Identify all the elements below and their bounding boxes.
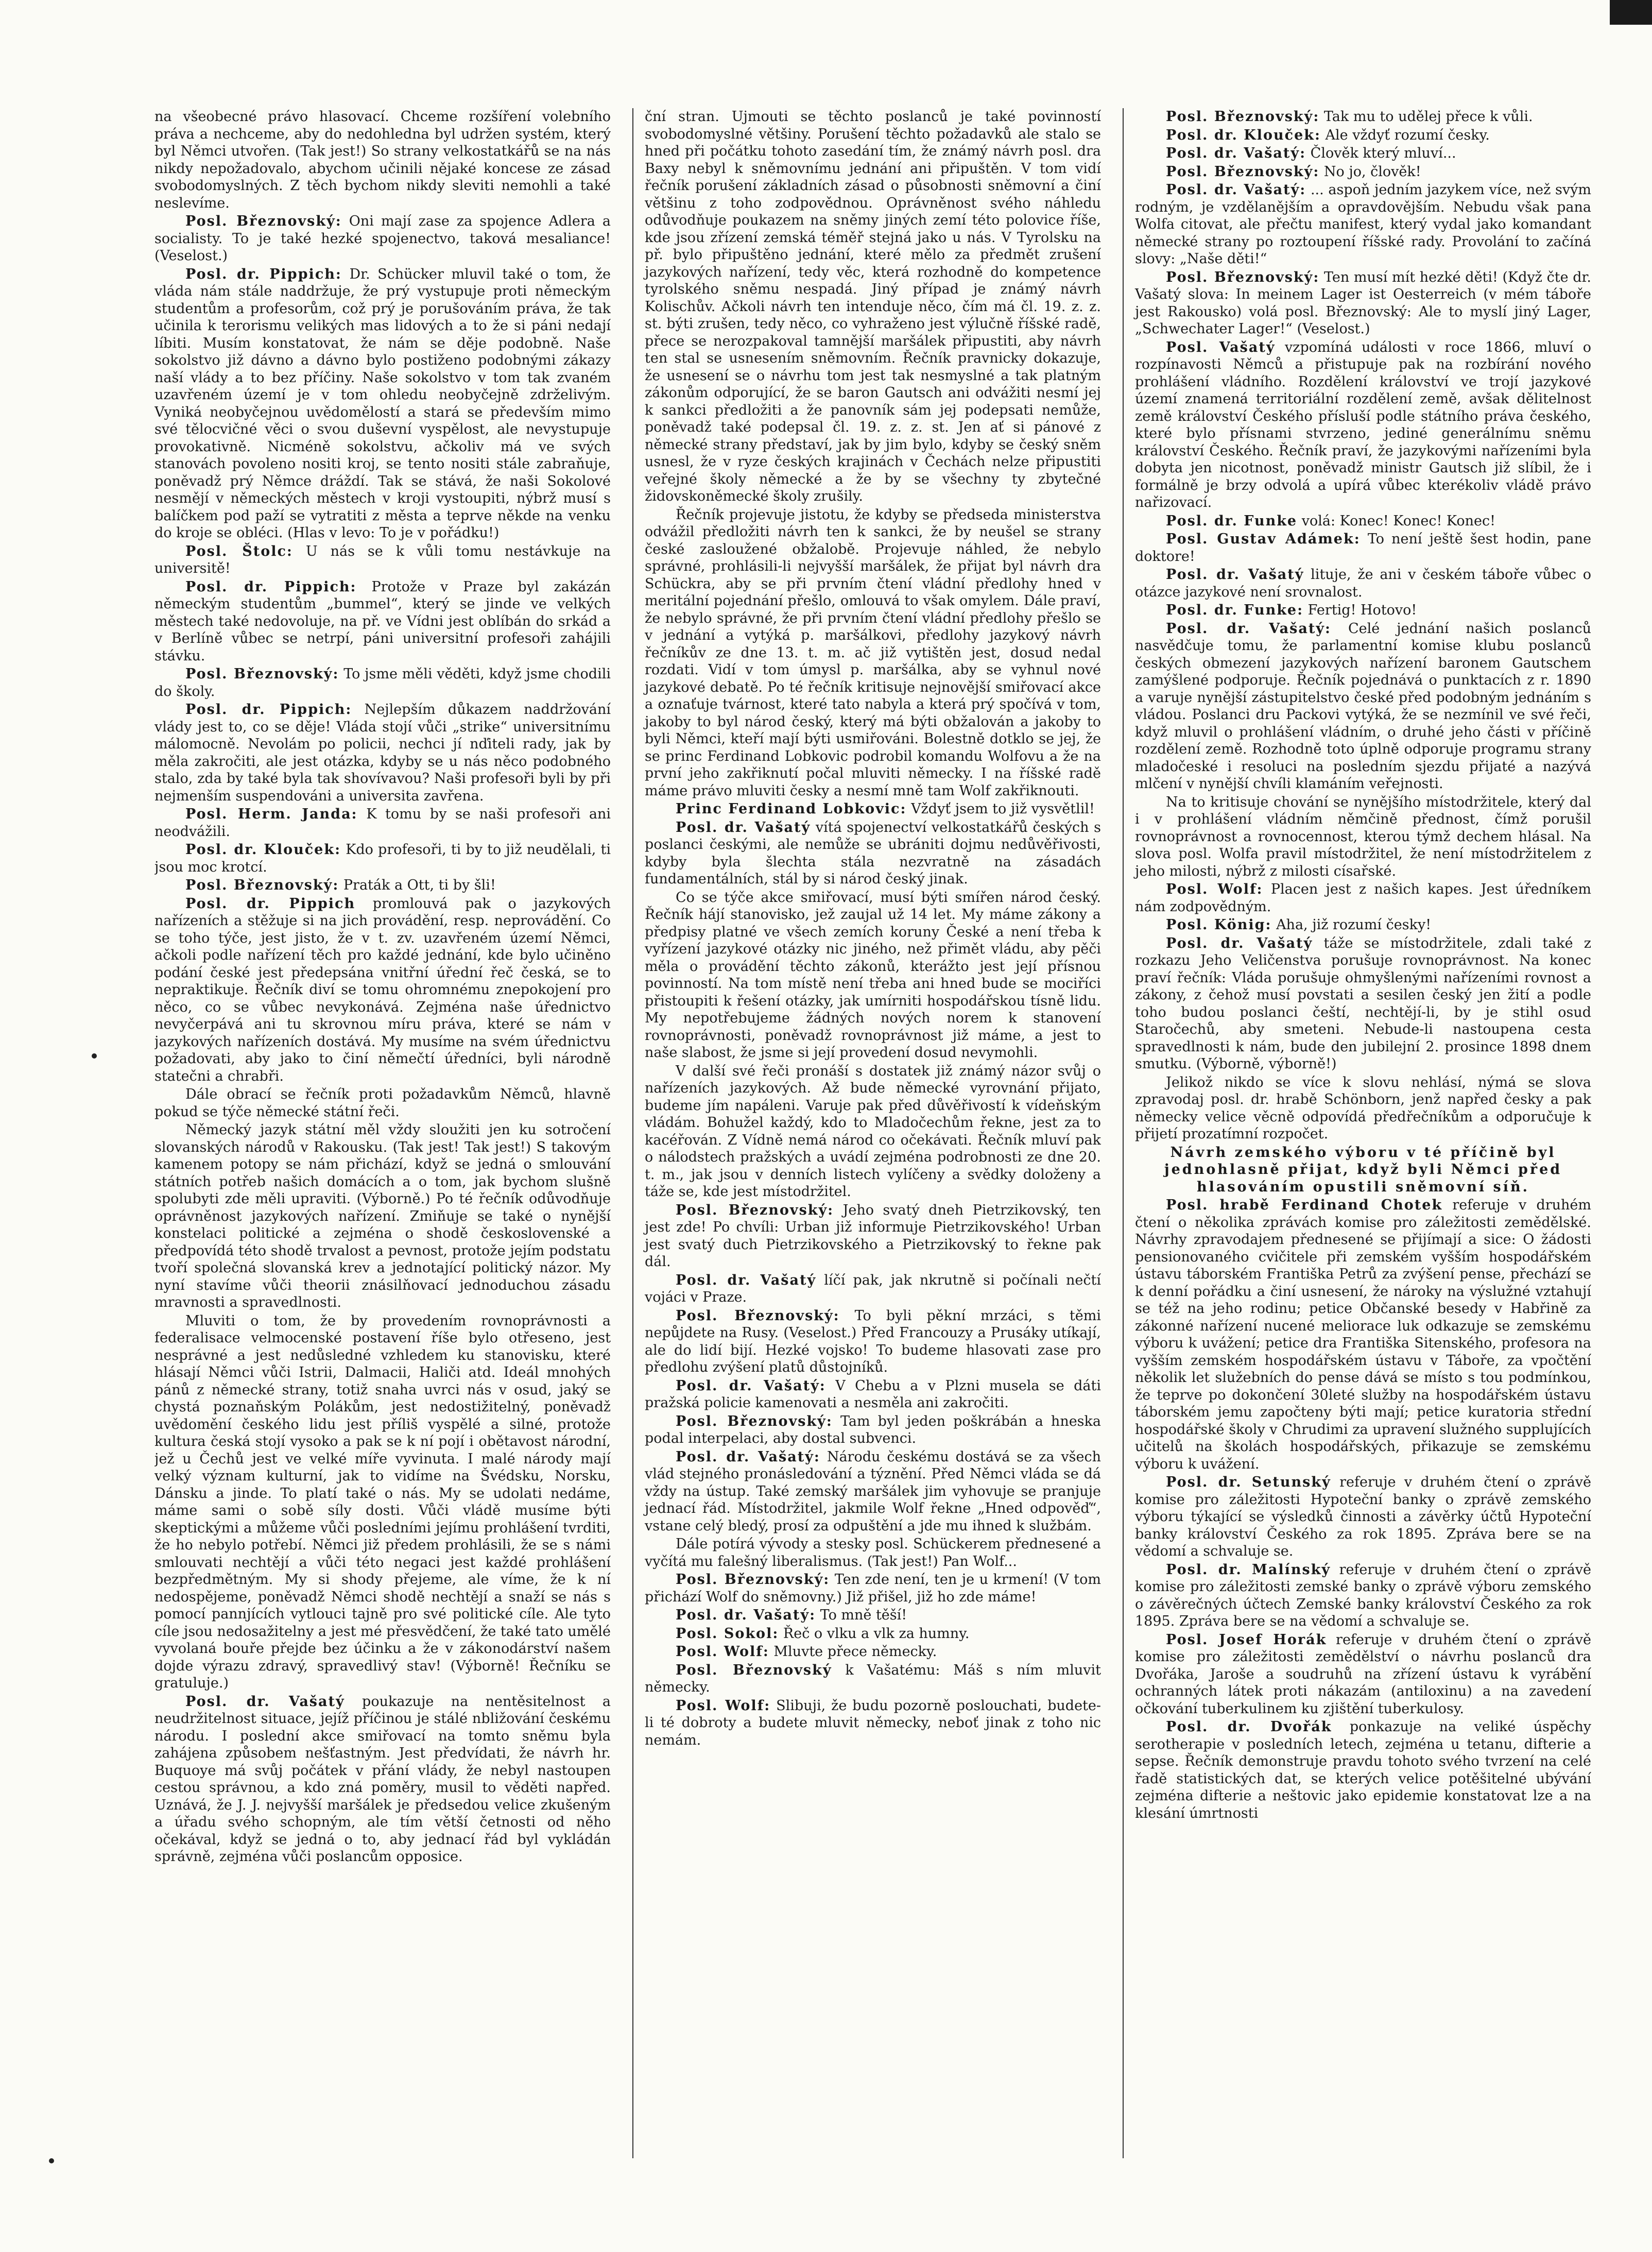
paragraph: Jelikož nikdo se více k slovu nehlásí, nýmá se slova zpravodaj posl. dr. hrabě Schönborn, jenž napřed česky a pak německy velice věcně odpovídá předřečníkům a odporučuje k přijetí prozatímní rozpočet. <box>1135 1074 1591 1142</box>
speech-paragraph <box>154 806 611 840</box>
speech-paragraph <box>645 1448 1101 1535</box>
speech-paragraph <box>645 1377 1101 1412</box>
speaker-name: Posl. dr. Pippich: <box>185 702 352 718</box>
speech-paragraph <box>1135 566 1591 601</box>
speech-paragraph <box>154 841 611 876</box>
speaker-name: Posl. Březnovský: <box>185 213 342 229</box>
speech-paragraph <box>1135 935 1591 1073</box>
speech-text: Protože v Praze byl zakázán německým studentům „bummel“, který se jinde ve velkých městech také nedovoluje, na př. ve Vídni jest oblíbán do srkád a v Berlíně vůbec se netrpí, páni universitní profesoři zahájili stávku. <box>154 578 611 664</box>
speech-paragraph <box>154 877 611 894</box>
speech-paragraph <box>1135 602 1591 619</box>
speech-text: vítá spojenectví velkostatkářů českých s poslanci českými, ale nemůže se ubrániti dojmu nedůvěřivosti, kdyby byla šlechta stála nezvratně na zásadách fundamentálních, stál by si národ český jinak. <box>645 819 1101 887</box>
speaker-name: Posl. dr. Malínský <box>1166 1561 1331 1578</box>
speech-paragraph <box>645 1625 1101 1643</box>
speech-text: referuje v druhém čtení o zprávě komise pro záležitosti zemské banky o zprávě výboru zemského o závěrečných účtech Zemské banky království Českého za rok 1895. Zpráva bere se na vědomí a schvaluje se. <box>1135 1561 1591 1629</box>
speaker-name: Posl. Březnovský: <box>676 1307 840 1324</box>
speech-paragraph <box>154 578 611 665</box>
speech-paragraph <box>645 1697 1101 1749</box>
speaker-name: Posl. dr. Vašatý: <box>1166 145 1306 161</box>
speech-text: Praták a Ott, ti by šli! <box>343 877 496 893</box>
speech-paragraph <box>154 1693 611 1866</box>
speech-paragraph <box>645 1413 1101 1447</box>
speech-text: poukazuje na nentěsitelnost a neudržitelnost situace, jejíž příčinou je stálé nbližování českému národu. I poslední akce smiřovací na tomto sněmu byla zahájena způsobem nešťastným. Jest předvídati, že návrh hr. Buquoye má svůj počátek v přání vlády, že nebyl nastoupen cestou správnou, a kdo zná poměry, musil to věděti napřed. Uznává, že J. J. nejvyšší maršálek je předsedou velice zkušeným a úřadu svého schopným, ale tím větší četnosti od něho očekával, když se jedná o to, aby jednací řád byl vykládán správně, zejména vůči poslancům opposice. <box>154 1693 611 1865</box>
speech-paragraph <box>1135 881 1591 915</box>
speaker-name: Posl. dr. Setunský <box>1166 1474 1331 1490</box>
speech-text: Ten zde není, ten je u krmení! (V tom přichází Wolf do sněmovny.) Již přišel, již ho zde máme! <box>645 1572 1101 1605</box>
speaker-name: Posl. Gustav Adámek: <box>1166 531 1361 547</box>
speaker-name: Posl. dr. Vašatý <box>676 819 811 835</box>
resolution-notice: Návrh zemského výboru v té příčině byl jednohlasně přijat, když byli Němci před hlasováním opustili sněmovní síň. <box>1164 1144 1562 1195</box>
paragraph: Dále potírá vývody a stesky posl. Schückerem přednesené a vyčítá mu falešný liberalismus. (Tak jest!) Pan Wolf... <box>645 1536 1101 1569</box>
speech-text: Vždyť jsem to již vysvětlil! <box>911 801 1095 817</box>
speech-paragraph <box>1135 1197 1591 1473</box>
paragraph: Co se týče akce smiřovací, musí býti smířen národ český. Řečník hájí stanovisko, jež zaujal už 14 let. My máme zákony a předpisy platné ve všech zemích koruny České a není třeba k vyřízení jazykové otázky nic jiného, než přimět vládu, aby pěči měla o provádění těchto zákonů, kterážto jest její přísnou povinností. Na tom místě není třeba ani hned bude se mociříci přistoupiti k řešení otázky, jak umírniti hospodářskou tísně lidu. My nepotřebujeme žádných nových norem k stanovení rovnoprávnosti, poněvadž rovnoprávnost již máme, a jest to naše slabost, že jsme si její provedení dosud nevymohli. <box>645 889 1101 1061</box>
speech-paragraph <box>1135 339 1591 511</box>
speech-paragraph <box>1135 108 1591 126</box>
speaker-name: Posl. dr. Vašatý <box>676 1272 817 1288</box>
speech-text: Tam byl jeden poškrábán a hneska podal interpelaci, aby dostal subvenci. <box>645 1413 1101 1446</box>
speech-paragraph <box>645 1202 1101 1271</box>
speaker-name: Posl. dr. Vašatý <box>185 1693 345 1710</box>
speaker-name: Posl. Sokol: <box>676 1625 779 1642</box>
speech-paragraph <box>1135 163 1591 181</box>
speech-paragraph <box>645 1307 1101 1376</box>
speaker-name: Posl. Březnovský: <box>676 1572 830 1588</box>
paragraph: Řečník projevuje jistotu, že kdyby se předseda ministerstva odvážil předložiti návrh ten k sankci, že by neušel se strany české zasloužené obžalobě. Projevuje náhled, že nebylo správné, prohlásili-li nejvyšší maršálek, že přijat byl návrh dra Schückra, aby se při prvním čtení vládní předlohy hned v meritální pojednání přešlo, omlouvá to však omylem. Dále praví, že nebylo správné, že při prvním čtení vládní předlohy přešlo se v jednání a vytýká p. maršálkovi, předlohy jazykový návrh řečníkův ze dne 13. t. m. ač již vytištěn jest, dosud nedal rozdati. Vidí v tom úmysl p. maršálka, aby se vyhnul nové jazykové debatě. Po té řečník kritisuje nejnovější smiřovací akce a oznaťuje tvárnost, které tato nabyla a která prý spočívá v tom, jakoby to byl národ český, který má býti obžalován a jakoby to byli Němci, kteří mají býti usmiřováni. Bolestně dotklo se jej, že se princ Ferdinand Lobkovic podrobil komandu Wolfovu a že na první jeho zakřiknutí počal mluviti německy. I na říšské radě máme právo mluviti česky a nesmí mně tam Wolf zakřiknouti. <box>645 506 1101 799</box>
speech-paragraph <box>1135 1631 1591 1718</box>
speaker-name: Posl. Wolf: <box>676 1697 771 1714</box>
speech-text: V Chebu a v Plzni musela se dáti pražská policie kamenovati a nesměla ani zakročiti. <box>645 1377 1101 1411</box>
speaker-name: Posl. Wolf: <box>676 1644 769 1660</box>
speech-text: U nás se k vůli tomu nestávkuje na universitě! <box>154 543 611 576</box>
speaker-name: Posl. Březnovský: <box>676 1202 834 1218</box>
speaker-name: Posl. dr. Vašatý: <box>676 1448 820 1465</box>
speech-text: To mně těší! <box>820 1607 907 1623</box>
speech-paragraph <box>154 266 611 542</box>
speaker-name: Posl. Herm. Janda: <box>185 806 358 822</box>
text-column-2 <box>632 108 1101 2158</box>
speech-text: No jo, člověk! <box>1323 163 1421 180</box>
paragraph: Na to kritisuje chování se nynějšího místodržitele, který dal i v prohlášení vládním němčině přednost, čímž porušil rovnoprávnost a rovnocennost, kterou týmž dechem hlásal. Na slova posl. Wolfa pravil místodržitel, že není místodržitelem z jeho milosti, nýbrž z milosti císařské. <box>1135 794 1591 879</box>
continued-paragraph: na všeobecné právo hlasovací. Chceme rozšíření volebního práva a nechceme, aby do nedohledna byl udržen systém, který byl Němci utvořen. (Tak jest!) So strany velkostatkářů se na nás nikdy nepožadovalo, abychom učinili nějaké koncese ze zásad svobodomyslných. Z těch bychom nikdy sleviti nemohli a také neslevíme. <box>154 109 611 211</box>
speech-paragraph <box>1135 1561 1591 1630</box>
speaker-name: Posl. Březnovský: <box>1166 163 1320 180</box>
speech-text: Ale vždyť rozumí česky. <box>1325 127 1490 143</box>
speaker-name: Posl. dr. Funke <box>1166 513 1298 529</box>
speaker-name: Posl. hrabě Ferdinand Chotek <box>1166 1197 1443 1213</box>
speech-text: Národu českému dostává se za všech vlád stejného pronásledování a týznění. Před Němci vláda se dá vždy na ústup. Také zemský maršálek jim vyhovuje se pranjuje jednací řád. Místodržitel, jakmile Wolf řekne „Hned odpověď“, vstane celý bledý, prosí za odpuštění a jde mu ihned k službám. <box>645 1448 1101 1534</box>
speaker-name: Posl. König: <box>1166 917 1272 933</box>
speech-text: Tak mu to udělej přece k vůli. <box>1323 109 1533 125</box>
speech-text: ponkazuje na veliké úspěchy serotherapie v posledních letech, zejména u tetanu, difterie a sepse. Řečník demonstruje pravdu tohoto svého tvrzení na celé řadě statistických dat, se kterých velice potěšitelné ubývání zejména difterie a neštovic jako epidemie konstatovat lze a na klesání úmrtnosti <box>1135 1719 1591 1821</box>
speech-text: Placen jest z našich kapes. Jest úředníkem nám zodpovědným. <box>1135 881 1591 915</box>
paragraph: Mluviti o tom, že by provedením rovnoprávnosti a federalisace velmocenské postavení říše bylo otřeseno, jest nesprávné a jest nedůsledné vzhledem ku stanovisku, které hlásají Němci vůči Istrii, Dalmacii, Haliči atd. Ideál mnohých pánů z německé strany, totiž snaha uvrci nás v osud, jaký se chystá poznaňským Polákům, jest nedostižitelný, poněvadž uvědomění českého lidu jest příliš vyspělé a silné, protože kultura česká stojí vysoko a pak se k ní pojí i obětavost národní, jež u Čechů jest ve velké míře vyvinuta. I malé národy mají velký význam kulturní, jak to vidíme na Švédsku, Norsku, Dánsku a jinde. To platí také o nás. My se udolati nedáme, máme sami o sobě síly dosti. Vůči vládě musíme býti skeptickými a můžeme vůči posledními jejímu prohlášení tvrditi, že ho nebylo potřebí. Němci již předem prohlásili, že se s námi smlouvati nechtějí a vůči této negaci jest každé prohlášení bezpředmětným. My si shody přejeme, ale víme, že k ní nedospějeme, poněvadž Němci shodě nechtějí a snaží se nás s pomocí pannjících vytlouci tajně pro své politické cíle. Ale tyto cíle jsou nedosažitelny a jest mé přesvědčení, že také tato umělé vyvolaná bouře přejde bez účinku a že v zákonodárství našem dojde výrazu zdravý, spravedlivý stav! (Výborně! Řečníku se gratuluje.) <box>154 1312 611 1691</box>
speech-text: Nejlepším důkazem naddržování vlády jest to, co se děje! Vláda stojí vůči „strike“ universitnímu málomocně. Nevolám po policii, nechci jí nďiteli rady, jak by měla zakročiti, ale jest otázka, kdyby se u nás něco podobného stalo, zda by také byla tak shovívavou? Naši profesoři byli by při nejmenším suspendováni a universita zavřena. <box>154 702 611 804</box>
speaker-name: Posl. dr. Pippich: <box>185 578 357 595</box>
speaker-name: Posl. dr. Pippich: <box>185 266 342 282</box>
speech-paragraph <box>645 800 1101 818</box>
scan-speck <box>92 1053 97 1059</box>
speech-paragraph <box>1135 1718 1591 1822</box>
speech-text: Fertig! Hotovo! <box>1307 602 1417 618</box>
speaker-name: Posl. Březnovský: <box>185 877 339 893</box>
speech-paragraph <box>1135 269 1591 338</box>
speech-text: Oni mají zase za spojence Adlera a socialisty. To je také hezké spojenectvo, taková mesaliance! (Veselost.) <box>154 213 611 264</box>
speech-text: k Vašatému: Máš s ním mluvit německy. <box>645 1662 1101 1695</box>
speaker-name: Posl. dr. Klouček: <box>1166 127 1321 143</box>
speaker-name: Princ Ferdinand Lobkovic: <box>676 801 907 817</box>
speech-text: To není ještě šest hodin, pane doktore! <box>1135 531 1591 565</box>
speech-text: Člověk který mluví... <box>1310 145 1456 161</box>
speech-text: Ten musí mít hezké děti! (Když čte dr. Vašatý slova: In meinem Lager ist Oesterreich (v mém táboře jest Rakousko) volá posl. Březnovský: Ale to myslí jiný Lager, „Schwechater Lager!“ (Veselost.) <box>1135 269 1591 337</box>
speech-paragraph <box>645 1643 1101 1661</box>
speech-paragraph <box>154 543 611 577</box>
speaker-name: Posl. dr. Vašatý: <box>1166 182 1306 198</box>
speech-paragraph <box>1135 513 1591 530</box>
continued-paragraph: ční stran. Ujmouti se těchto poslanců je také povinností svobodomyslné většiny. Porušení těchto požadavků ale stalo se hned při počátku tohoto zasedání tím, že známý návrh posl. dra Baxy nebyl k sněmovnímu jednání ani připuštěn. V tom vidí řečník porušení základních zásad o působnosti sněmovní a činí většinu z toho zodpovědnou. Oprávněnost svého náhledu odůvodňuje poukazem na sněmy jiných zemí této polovice říše, kde jsou zřízení zemská téměř stejná jako u nás. V Tyrolsku na př. bylo připuštěno jednání, které mělo za předmět zrušení jazykových nařízení, tedy věc, která rozhodně do kompetence tyrolského sněmu nespadá. Jiný případ je známý návrh Kolischův. Ačkoli návrh ten intenduje něco, čím má čl. 19. z. z. st. býti zrušen, tedy něco, co vyhraženo jest výlučně říšské radě, přece se nerozpakoval tamnější maršálek připustiti, aby návrh ten stal se usnesením sněmovním. Řečník pravnicky dokazuje, že usnesení se o návrhu tom jest tak nesmyslné a tak platným zákonům odporující, že se baron Gautsch ani odvážiti nesmí jej k sankci předložiti a že panovník sám jej podepsati nemůže, poněvadž také podepsal čl. 19. z. z. st. Jen ať si pánové z německé strany představí, jak by jim bylo, kdyby se český sněm usnesl, že v ryze českých krajinách v Čechách nelze připustiti veřejné školy německé a že by se všechny ty zbytečné židovskoněmecké školy zrušily. <box>645 109 1101 504</box>
speaker-name: Posl. Josef Horák <box>1166 1631 1327 1648</box>
speech-paragraph <box>645 1607 1101 1624</box>
speaker-name: Posl. Březnovský: <box>676 1413 833 1429</box>
speech-text: líčí pak, jak nkrutně si počínali nečtí vojáci v Praze. <box>645 1272 1101 1305</box>
speech-text: Jeho svatý dneh Pietrzikovský, ten jest zde! Po chvíli: Urban již informuje Pietrzikovského! Urban jest svatý duch Pietrzikovského a Pietrzikovský to řekne pak dál. <box>645 1202 1101 1270</box>
speech-paragraph <box>154 701 611 805</box>
speech-paragraph <box>1135 916 1591 934</box>
speech-text: Dr. Schücker mluvil také o tom, že vláda nám stále naddržuje, že prý vystupuje proti německým studentům a profesorům, což prý je porušováním práva, že tak učinila k terorismu velikých mas lidových a to že si páni nedají líbiti. Musím konstatovat, že nám se děje podobně. Naše sokolstvo již dávno a dávno bylo postiženo podobnými zákazy naší vlády a to bez příčiny. Naše sokolstvo v tom tak zvaném uzavřeném území je v tom ohledu neobyčejně zdrželivým. Vyniká neobyčejnou uvědomělostí a stará se především mimo své tělocvičné věci o svou duševní vyspělost, ale nevystupuje provokativně. Nicméně sokolstvu, ačkoliv má ve svých stanovách povoleno nositi kroj, se tento nositi stále zabraňuje, poněvadž prý Němce dráždí. Tak se stává, že naši Sokolové nesmějí v německých městech v kroji vystoupiti, nýbrž musí s balíčkem pod paží se vytratiti z města a teprve někde na venku do kroje se obléci. (Hlas v levo: To je v pořádku!) <box>154 266 611 541</box>
speaker-name: Posl. Štolc: <box>185 543 293 559</box>
speech-text: referuje v druhém čtení o zprávě komise pro záležitosti zemědělství o návrhu poslanců dra Dvořáka, Jaroše a soudruhů na zřízení ústavu k vyrábění ochranných látek proti nákazám (antiloxinu) a na zavedení očkování tuberkulinem ku zjištění tuberkulosy. <box>1135 1631 1591 1717</box>
speech-text: lituje, že ani v českém táboře vůbec o otázce jazykové není srovnalost. <box>1135 567 1591 600</box>
scan-speck <box>49 2158 54 2163</box>
paragraph: Dále obrací se řečník proti požadavkům Němců, hlavně pokud se týče německé státní řeči. <box>154 1086 611 1120</box>
speech-paragraph <box>645 819 1101 888</box>
speech-text: referuje v druhém čtení o zprávě komise pro záležitosti Hypoteční banky o zprávě zemského výboru týkající se výsledků činnosti a závěrky účtů Hypoteční banky království Českého za rok 1895. Zpráva bere se na vědomí a schvaluje se. <box>1135 1474 1591 1559</box>
speaker-name: Posl. dr. Vašatý <box>1166 567 1304 583</box>
speech-paragraph <box>1135 145 1591 162</box>
speaker-name: Posl. dr. Vašatý <box>1166 935 1313 951</box>
speaker-name: Posl. dr. Pippich <box>185 895 356 912</box>
speech-paragraph <box>1135 531 1591 565</box>
speech-text: Mluvte přece německy. <box>773 1644 937 1660</box>
text-column-3 <box>1123 108 1591 2158</box>
speaker-name: Posl. Březnovský: <box>1166 269 1320 285</box>
speech-text: táže se místodržitele, zdali také z rozkazu Jeho Veličenstva porušuje rovnoprávnost. Na konec praví řečník: Vláda porušuje ohmyšlenými nařízeními rovnost a zákony, z čehož musí povstati a sesilen český jen žití a podle toho budou poslanci čeští, nechtějí-li, by je stihl osud Staročechů, aby smeteni. Nebude-li nastoupena cesta spravedlnosti k nám, bude den jubilejní 2. prosince 1898 dnem smutku. (Výborně, výborně!) <box>1135 935 1591 1072</box>
speaker-name: Posl. dr. Vašatý: <box>676 1607 816 1623</box>
speech-text: volá: Konec! Konec! Konec! <box>1301 513 1495 529</box>
newspaper-page <box>154 108 1591 2158</box>
speech-paragraph <box>1135 1474 1591 1560</box>
speaker-name: Posl. Březnovský: <box>1166 109 1320 125</box>
speaker-name: Posl. dr. Klouček: <box>185 842 341 858</box>
speech-paragraph <box>1135 127 1591 144</box>
speaker-name: Posl. dr. Vašatý: <box>676 1377 826 1394</box>
speaker-name: Posl. Wolf: <box>1166 881 1263 897</box>
speech-text: Slibuji, že budu pozorně poslouchati, budete-li té dobroty a budete mluvit německy, neboť jinak z toho nic nemám. <box>645 1697 1101 1748</box>
speech-paragraph <box>645 1272 1101 1306</box>
speech-text: vzpomíná události v roce 1866, mluví o rozpínavosti Němců a přistupuje pak na rozbírání nového prohlášení vládního. Rozdělení království ve trojí jazykové území znamená territoriální rozdělení země, avšak dělitelnost země království Českého přísluší podle státního práva českého, které bylo přísnami stvrzeno, jediné generálnímu sněmu království Českého. Řečník praví, že jazykovými nařízeními byla dobyta jen nicotnost, poněvadž ministr Gautsch již slíbil, že i formálně je brzy odvolá a upírá vůbec kterékoliv vládě právo nařizovací. <box>1135 339 1591 510</box>
speech-text: To jsme měli věděti, když jsme chodili do školy. <box>154 666 611 700</box>
speech-paragraph <box>154 895 611 1085</box>
scan-corner-mark <box>1610 0 1652 25</box>
speech-paragraph <box>154 666 611 700</box>
paragraph: Německý jazyk státní měl vždy sloužiti jen ku sotročení slovanských národů v Rakousku. (Tak jest! Tak jest!) S takovým kamenem potopy se nám přichází, když se jedná o smlouvání státních potřeb našich domácích a o tom, jak bychom slušně spolubyti zde měli upraviti. (Výborně.) Po té řečník odůvodňuje oprávněnost jazykových nařízení. Zmiňuje se také o nynější konstelaci politické a zejména o shodě československé a předpovídá této shodě trvalost a pevnost, protože jejím podstatu tvoří společná slovanská krev a jednotající politický názor. My nyní stavíme vůči theorii znásilňovací jednoduchou zásadu mravnosti a spravedlnosti. <box>154 1122 611 1310</box>
text-column-1 <box>154 108 611 2158</box>
speech-text: Aha, již rozumí česky! <box>1276 917 1432 933</box>
speech-paragraph <box>1135 620 1591 793</box>
speech-text: Řeč o vlku a vlk za humny. <box>783 1625 970 1642</box>
speaker-name: Posl. Vašatý <box>1166 339 1276 355</box>
speaker-name: Posl. Březnovský: <box>185 666 339 682</box>
speech-paragraph <box>645 1571 1101 1606</box>
speech-text: Celé jednání našich poslanců nasvědčuje tomu, že parlamentní komise klubu poslanců českých obmezení jazykových nařízení baronem Gautschem zamýšlené podporuje. Řečník pojednává o punktacích z r. 1890 a varuje nynější zástupitelstvo české před podobným jednáním s vládou. Poslanci dru Packovi vytýká, že se nezmínil ve své řeči, když mluvil o prohlášení vládním, o druhé jeho části v příčině rozdělení země. Rozhodně toto úplně odporuje programu strany mladočeské i resoluci na posledním sjezdu přijaté a nazývá mlčení v nynější chvíli klamáním veřejnosti. <box>1135 620 1591 792</box>
speaker-name: Posl. dr. Vašatý: <box>1166 620 1331 637</box>
speech-text: To byli pěkní mrzáci, s těmi nepůjdete na Rusy. (Veselost.) Před Francouzy a Prusáky utíkají, ale do lidí bijí. Hezké vojsko! To budeme hlasovati zase pro předlohu zvýšení platů důstojníků. <box>645 1307 1101 1375</box>
speech-paragraph <box>1135 181 1591 268</box>
speaker-name: Posl. dr. Funke: <box>1166 602 1304 618</box>
speech-text: ... aspoň jedním jazykem více, než svým rodným, je vzdělanějším a opravdovějším. Nebudu však pana Wolfa citovat, ale přečtu manifest, který vydal jako komandant německé strany po roztoupení říšské rady. Provolání to začíná slovy: „Naše děti!“ <box>1135 182 1591 267</box>
speech-text: promlouvá pak o jazykových nařízeních a stěžuje si na jich provádění, resp. neprovádění. Co se toho týče, jest jisto, že v t. zv. uzavřeném území Němci, ačkoli podle nařízení těch pro každé jednání, kde bylo učiněno podání české jest předepsána vnitřní úřední řeč česká, se to nepraktikuje. Řečník diví se tomu ohromnému znepokojení pro něco, co se vůbec nevykonává. Zejména naše úřednictvo nevyčerpává ani tu skrovnou míru práva, které se nám v jazykových nařízeních dostává. My musíme na svém úřednictvu požadovati, aby jako to činí němečtí úředníci, byli národně statečni a chrabři. <box>154 895 611 1084</box>
speech-text: Kdo profesoři, ti by to již neudělali, ti jsou moc krotcí. <box>154 842 611 875</box>
speaker-name: Posl. dr. Dvořák <box>1166 1719 1332 1735</box>
speaker-name: Posl. Březnovský <box>676 1662 832 1678</box>
speech-paragraph <box>645 1662 1101 1696</box>
speech-text: referuje v druhém čtení o několika zprávách komise pro záležitosti zemědělské. Návrhy zpravodajem přednesené se přijímají a sice: O žádosti pensionovaného cvičitele při zemském vyšším hospodářském ústavu táborském Františka Petrů za zvýšení pense, přechází se k denní pořádku a činí usnesení, že nároky na výslužné vztahují se též na jeho rodinu; petice Občanské besedy v Habřině za zákonné nařízení nucené meliorace luk odkazuje se zemskému výboru k uvážení; petice dra Františka Sitenského, profesora na vyšším zemském hospodářském ústavu v Táboře, za vpočtění několik let služebních do pense dává se místo s tou podmínkou, že teprve po dokončení 30leté služby na hospodářském ústavu táborském jemu započteny býti mají; petice kuratoria střední hospodářské školy v Chrudimi za upravení služného supplujících učitelů na školách hospodářských, přikazuje se zemskému výboru k uvážení. <box>1135 1197 1591 1472</box>
speech-text: K tomu by se naši profesoři ani neodvážili. <box>154 806 611 840</box>
speech-paragraph <box>154 213 611 265</box>
paragraph: V další své řeči pronáší s dostatek již známý názor svůj o nařízeních jazykových. Až bude německé vyrovnání přijato, budeme jím napáleni. Varuje pak před důvěřivostí k vídeňským vládám. Bohužel každý, kdo to Mladočechům řekne, jest za to kacéřován. Z Vídně nemá národ co očekávati. Řečník mluví pak o nálodstech pražských a uvádí zejména podrobnosti ze dne 20. t. m., jak jsou v denních listech vylíčeny a svědky doloženy a táže se, kde jest místodržitel. <box>645 1063 1101 1200</box>
